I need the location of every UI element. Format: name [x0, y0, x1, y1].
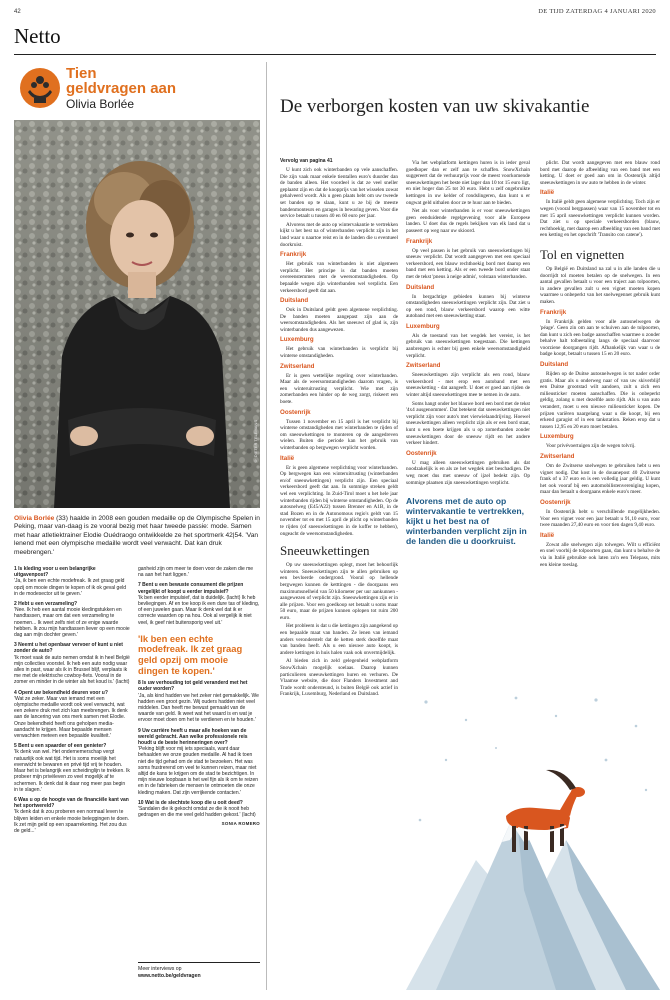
subhead-country: Frankrijk [540, 308, 567, 316]
qa-column-left [14, 562, 130, 834]
subhead-country: Duitsland [406, 283, 435, 291]
qa-item [14, 743, 130, 793]
portrait-photo [14, 120, 260, 508]
kicker-line1: Tien [66, 65, 97, 82]
article-paragraph: Om de Zwitserse snelwegen te gebruiken hebt u een vignet nodig. Dat kost in de douanepost 40 Zwitserse frank of u 37 euro en is een volledig jaar geldig. U kunt het ook vooraf bij een automobilistenvereniging kopen, maar dan betaalt u doorgaans enkele euro's meer. [540, 463, 660, 496]
sidebar-pull-quote: 'Ik ben een echte modefreak. Ik zet graag geld opzij om mooie dingen te kopen.' [138, 632, 243, 676]
article-paragraph: Net als voor winterbanden is er voor sneeuwkettingen geen eenduidende regelgevening voor alle Europese landen. U doet dus de regels bekijken van elk land dat u passeert op weg naar uw skioord. [406, 208, 530, 234]
subhead-country: Duitsland [280, 297, 309, 305]
article-paragraph: Er is geen wettelijke regeling over winterbanden. Maar als de weersomstandigheden daarom vragen, is een winteruitrusting verplicht. Wie met zijn zomerbanden een hinder op de weg zorgt, riskeert een boete. [280, 372, 398, 406]
qa-item [14, 797, 130, 834]
article-paragraph: U mag alleen sneeuwkettingen gebruiken als dat noodzakelijk is en als ze het wegdek niet beschadigen. De weg moet dus met sneeuw of ijzel bedekt zijn. Op sommige plaatsen zijn sneeuwkettingen verplicht. [406, 459, 530, 486]
article-col2-body [406, 160, 530, 486]
continued-note: Vervolg van pagina 41 [280, 158, 333, 164]
answer: 'Wat ze zeker. Maar van iemand met een olympische medaille wordt ook veel verwacht, wat een zekere druk met zich kan meebrengen. Ik denk aan de lancering van ons merk samen met Elodie. Onze bekendheid heeft ons geholpen media-aandacht te krijgen. Maar bepaalde mensen verwachten meteen een bepaalde kwaliteit.' [14, 695, 128, 740]
article-paragraph: U kunt zich ook winterbanden op vele aanschaffen. Die zijn vaak maar enkele tientallen euro's duurder dan de banden alleen. Het voordeel is dat ze veel sneller geplaatst zijn en dat de koopprijs van het wisselen zowat gehalveerd wordt. Als u geen plaats hebt om uw tweede set banden op te slaan, kunt u ze bij de meeste bandenmonteurs en garages in bewaring geven. Voor die service betaalt u tussen 40 en 60 euro per jaar. [280, 167, 398, 220]
subhead-country: Oostenrijk [540, 498, 571, 506]
paper-date: DE TIJD ZATERDAG 4 JANUARI 2020 [538, 8, 656, 15]
subhead-country: Oostenrijk [406, 449, 437, 457]
article-col3b-body [540, 266, 660, 568]
article-paragraph: Sneeuwkettingen zijn verplicht als een rond, blauw verkeersbord - met erop een autoband met een sneeuwketting - dat aangeeft. U doet er goed aan rijden de winter altijd sneeuwkettingen mee te nemen in de auto. [406, 372, 530, 399]
question: 3 Neemt u het openbaar vervoer of kunt u niet zonder de auto? [14, 642, 123, 655]
answer: 'Ja, ik ben een echte modefreak. Ik zet graag geld opzij om mooie dingen te kopen of ik ok geval geld in de modesector uit te geven.' [14, 578, 127, 597]
qa-item [138, 800, 260, 819]
question: 7 Bent u een bewuste consument die prijzen vergelijkt of koopt u eerder impulsief? [138, 582, 244, 595]
qa-item [138, 728, 260, 796]
answer: 'Ik denk dat ik zou proberen een normaal leven te blijven leiden en enkele mooie beleggingen te doen. Ik zet mijn geld op een spaarrekening. Het zou dus de geld...' [14, 809, 130, 834]
question: 1 Is kleding voor u een belangrijke uitgavenpost? [14, 566, 96, 579]
article-paragraph: Op België en Duitsland na zal u in alle landen die u doorrijdt tol moeten betalen op de snelwegen. In een aantal gevallen betaalt u voor een traject aan tolpoorten, in andere gevallen zult u een vignet moeten kopen waarmee u onbeperkt van het snelwegennet gebruik kunt maken. [540, 265, 660, 305]
answer: 'Ik moet vaak de auto nemen omdat ik in heel België mijn collecties voorstel. Ik heb een auto nodig waar alles in past, waar als ik in Brussel blijf, verplaats ik me met de elektrische cowboy-fiets. Vooral in de zomer en minder in de winter als het koud is.' (lacht) [14, 654, 130, 686]
subhead-country: Zwitserland [540, 453, 575, 460]
section-title: Netto [14, 24, 61, 48]
question: 2 Hebt u een verzameling? [14, 601, 78, 608]
article-paragraph: Op veel passen is het gebruik van sneeuwkettingen bij sneeuw verplicht. Dat wordt aangegeven met een speciaal verkeersbord, een blauw rechthoekig bord met daarop een band met een ketting. Als er een tweede bord onder staat met de tekst 'pneus à neige admis', volstaan winterbanden. [406, 247, 530, 280]
article-paragraph: Het gebruik van winterbanden is niet algemeen verplicht. Het principe is dat banden moeten overeenstemmen met de weersomstandigheden. Op bepaalde wegen zijn winterbanden wel verplicht. Een verkeersbord geeft dat aan. [280, 261, 398, 294]
article-paragraph: Alvorens met de auto op wintervakantie te vertrekken kijkt u het best na of winterbanden verplicht zijn in het land waar u naartoe reist en in de landen die u eventueel doorkruist. [280, 221, 398, 248]
masthead-rule [14, 54, 656, 55]
kicker-line2: geldvragen aan [66, 80, 177, 97]
article-title: De verborgen kosten van uw skivakantie [280, 96, 590, 117]
article-paragraph: Op uw sneeuwkettingen oplegt, moet het behoorlijk winteren. Sneeuwkettingen zijn te allen gebruiken op een bevloerde ondergrond. Vooral op hellende bergwegen kunnen de ketttingen - die doorgaans een maximumsnelheid van 50 kilometer per uur aankunnen - aangewezen of verplicht zijn. Sneeuwkettingen zijn er in alle prijzen. Voor een goedkoop set betaalt u soms maar 50 euro, maar de prijzen kunnen oplopen tot ruim 200 euro. [280, 562, 398, 621]
qa-item [14, 690, 130, 740]
intro-name: Olivia Borlée [14, 515, 55, 522]
footer-rule [138, 962, 260, 963]
answer: 'Nee. Ik heb een aantal mooie kledingstukken en handtassen, maar om dat een verzameling te noemen... Ik weet zelfs niet of ze enige waarde hebben. Ik zou mijn handtassen liever op een mooie dag aan mijn dochter geven.' [14, 607, 130, 639]
article-paragraph: Soms hangt onder het blauwe bord een bord met de tekst '4x4 ausgenommen'. Dat betekent dat sneeuwkettingen niet verplicht zijn voor auto's met vierwielaandrijving. Hoewel sneeuwkettingen alleen verplicht zijn als er een bord staat, kunt u een boete krijgen als u op zomerbanden zonder sneeuwkettingen door de sneeuw rijdt en het andere verkeer hindert. [406, 400, 530, 447]
sidebar [14, 62, 260, 990]
article-paragraph: Als de toestand van het wegdek het vereist, is het gebruik van sneeuwkettingen toegestaan. Die kettingen aanbrengen is echter bij geen enkele weersomstandigheid verplicht. [406, 332, 530, 359]
question: 8 Is uw verhouding tot geld veranderd met het ouder worden? [138, 680, 248, 693]
article-col1-body [280, 167, 398, 537]
article-paragraph: Via het webplatform kettingen huren is in ieder geval goedkoper dan er zelf aan te schaffen. SnowXchain suggereert dat de verhuurprijs voor de meest voorkomende sneeuwkettingen het beste niet lager dan 10 tot 15 euro ligt, en niet hoger dan 25 tot 30 euro. Hebt u zelf ongebruikte kettingen in uw kelder of rondslingeren, dan kunt u er ongwat geld uithalen door ze te huur aan te bieden. [406, 160, 530, 206]
subhead-country: Duitsland [540, 361, 569, 369]
subhead-country: Luxemburg [540, 433, 574, 441]
article-paragraph: In Italië geldt geen algemene verplichting. Toch zijn er wegen (vooral bergpassen) waar van 15 november tot en met 15 april sneeuwkettingen verplicht kunnen worden. Dat ziet u op speciale verkeersborden (blauw, rechthoekig, met daarop een afbeelding van een band met een ketting en het opschrift 'Transito con catene'). [540, 199, 660, 239]
article-paragraph: Rijden op de Duitse autosnelwegen is tot nader order gratis. Maar als u onderweg naar of van uw skiverblijf een Duitse grootstad wilt aandoen, zult u zich een milieusticker moeten aanschaffen. Die is onbeperkt geldig, zolang u met dezelfde auto rijdt. Als u van auto verandert, moet u een nieuwe milieusticker kopen. De prijzen variëren naargelang waar u die koopt, bij een erkend garagist of in een tankstation. Reken erop dat u tussen 12,95 en 20 euro moet betalen. [540, 371, 660, 430]
subhead-country: Italië [540, 189, 555, 197]
question: 9 Uw carrière heeft u maar alle hoeken van de wereld gebracht. Aan welke professionele reis houdt u de beste herinneringen over? [138, 727, 248, 747]
subhead-country: Italië [280, 454, 295, 462]
answer-continued: ganheid zijn om meer te doen voor de zaken die me na aan het hart liggen.' [138, 566, 254, 579]
footer-line1: Meer interviews op [138, 966, 182, 972]
article-paragraph: Tussen 1 november en 15 april is het verplicht bij winterse omstandigheden met winterbanden te rijden of om sneeuwkettingen te monteren op de aangedreven wielen. Buiten die periode kan het gebruik van winterbanden op bergwegen verplicht worden. [280, 418, 398, 451]
article-paragraph: In Oostenrijk hebt u verschillende mogelijkheden. Voor een vignet voor een jaar betaalt u 91,10 euro, voor twee maanden 27,40 euro en voor tien dagen 9,40 euro. [540, 508, 660, 529]
answer: 'Peking blijft voor mij iets speciaals, want daar behaalden we onze gouden medaille. Al had ik toen niet die tijd gehad om de stad te bezoeken. Het was soms frustrerend om veel te kunnen reizen, maar niet altijd de kans te krijgen om de stad te bezichtigen. In mijn nieuwe loopbaan is het wel fijn als ik om te reizen en in de fabrieken de mensen te ontmoeten die onze kleding maken. Dat zijn verrijkende contacten.' [138, 746, 259, 796]
subhead-country: Zwitserland [280, 362, 315, 370]
photo-credit: © DIETER TELEMANS [253, 420, 258, 464]
byline: SONIA ROMERO [221, 821, 260, 827]
subhead-country: Italië [540, 531, 555, 539]
article-paragraph: Ook in Duitsland geldt geen algemene verplichting. De banden moeten aangepast zijn aan de weersomstandigheden. Als het sneeuwt of glad is, zijn winterbanden dus aangewezen. [280, 307, 398, 333]
ibex-mountain-illustration [406, 690, 660, 990]
subhead-country: Frankrijk [406, 237, 433, 245]
article-column-3 [540, 158, 660, 568]
answer: 'Ja, als kind hadden we het zeker niet gemakkelijk. We hadden een groot gezin. Wij ouders hadden niet veel middelen. Dan heeft me bewust gemaakt van de waarde van geld. Ik weet wat het waard is en wat je ervoor moet doen om het te verdienen en te houden.' [138, 692, 259, 724]
subhead-country: Zwitserland [406, 362, 441, 370]
qa-item [14, 642, 130, 685]
page-number: 42 [14, 9, 21, 15]
question: 6 Was u op de hoogte van de financiële kant van het sportwereld? [14, 796, 129, 810]
subhead-country: Luxemburg [280, 336, 314, 344]
intro-text: (33) haalde in 2008 een gouden medaille op de Olympische Spelen in Peking, maar van-daag is ze vooral bezig met haar tweede passie: mode. Samen met haar atletiektrainer Elodie Ouédraogo ontwikkelde ze het sportmerk 42|54. 'Van lenend met een olympische medaille wordt veel verwacht. Dat kan druk meebrengen.' [14, 515, 260, 556]
article-column-2 [406, 158, 530, 546]
subhead-tol-en-vignetten: Tol en vignetten [540, 246, 625, 262]
footer-link[interactable]: www.netto.be/geldvragen [138, 973, 201, 979]
answer: 'Sandalen die ik gekocht omdat ze die ik nooit heb gedragen en die me veel geld hadden gekost.' (lacht) [138, 806, 256, 819]
qa-item [14, 566, 130, 597]
article-column-1 [280, 158, 398, 698]
qa-item [138, 680, 260, 723]
article-paragraph: Zowat alle snelwegen zijn tolwegen. Wilt u efficiënt en snel voorbij de tolpoorten gaan, dan kunt u behalve de via in Italië gebruikte ook laten zo'n een Telepass, mits een kleine toeslag. [540, 541, 660, 568]
question: 4 Opent uw bekendheid deuren voor u? [14, 689, 108, 696]
qa-item [14, 601, 130, 638]
article-col3-body [540, 160, 660, 239]
qa-item [138, 582, 260, 625]
article-paragraph: In Frankrijk gelden voor alle autosnelwegen de 'péage'. Geen zin om aan te schuiven aan de tolpoorten, dan kunt u zich een badge aanschaffen waarmee u zonder behalve halt tolbeetaling langs de speciaal daarvoor voorziene doorgangen rijdt. Afhankelijk van waar u de badge koopt, betaalt u tussen 15 en 20 euro. [540, 318, 660, 358]
article-pull-quote: Alvorens met de auto op wintervakantie te vertrekken, kijkt u het best na of winterbanden verplicht zijn in de landen die u doorkruist. [406, 496, 527, 547]
column-divider [266, 62, 267, 990]
qa-column-right [138, 562, 260, 826]
subhead-sneeuwkettingen: Sneeuwkettingen [280, 543, 370, 559]
article-paragraph: Voor privévoertuigen zijn de wegen tolvrij. [546, 443, 636, 450]
interviewee-name: Olivia Borlée [66, 97, 135, 111]
article-paragraph: In bergachtige gebieden kunnen bij winterse omstandigheden sneeuwkettingen verplicht zijn. Dat ziet u op een rond, blauw verkeersbord waarop een witte autoband met een sneeuwketting staat. [406, 293, 530, 320]
article-paragraph: Er is geen algemene verplichting voor winterbanden. Op bergwegen kan een winteruitrusting (winterbanden en/of sneeuwkettingen) verplicht zijn. Een speciaal verkeersbord geeft dat aan. In sommige streken geldt wel een verplichting. In Zuid-Tirol moet u het hele jaar winterbanden rijden bij winterse omstandigheden. Op de autosnelweg (E45/A22) tussen Brenner en A1B, in de stad Bozen en in de Autonomous regio's geldt van 15 november tot en met 15 april de plicht op winterbanden te rijden (of sneeuwkettingen in de koffer te hebben), ongeacht de weersomstandigheden. [280, 464, 398, 537]
article-paragraph: Het probleem is dat u die kettingen zijn aangekend op een bepaalde maat van banden. Ze lenen van iemand anders veronderstelt dat de ketten sterk dezelfde maat van banden heeft. Als u een nieuwe auto koopt, is andere kettingen in huis halen vaak ook onvermijdelijk. [280, 623, 398, 656]
article-col1b-body [280, 562, 398, 698]
intro-paragraph [14, 515, 260, 557]
answer: 'Ik ben eerder impulsief, dat is duidelijk. (lacht) Ik heb bevliegingen. Af en toe koop ik een dure tas of kleding, of een juwelen gaan. Maar ik denk wel dat ik er correcte waarden op na hou. Ook al vergelijk ik niet veel, ik geef niet buitensporig veel uit.' [138, 594, 260, 626]
question: 10 Wat is de slechtste koop die u ooit deed? [138, 799, 243, 806]
article-paragraph: Al bieden zich in zeld gelegenheid webplatform SnowXchain mogelijk soelaas. Daarop kunnen particulieren sneeuwkettingen huren en verhuren. De Vlaamse website, die door Flanders Investment and Trade wordt ondersteund, is buiten België ook actief in Frankrijk, Luxemburg, Nederland en Duitsland. [280, 658, 398, 698]
answer: 'Ik denk van wel. Het ondernemerschap vergt natuurlijk ook wat tijd. Het is soms moeilijk het evenwicht te bewaren en privé tijd vrij te houden. Maar het is belangrijk een scheidinglijn te trekken. Ik probeer mijn privéleven zo veel mogelijk af te schermen. Ik denk dat ik daar nog meer pas begin in te slagen.' [14, 749, 130, 793]
hands-coins-icon [20, 68, 60, 108]
question: 5 Bent u een spaarder of een genieter? [14, 743, 107, 750]
article-paragraph: plicht. Dat wordt aangegeven met een blauw rond bord met daarop de afbeelding van een band met een ketting. U doet er goed aan om in Oostenrijk altijd sneeuwkettingen in uw auto te hebben in de winter. [540, 160, 660, 186]
subhead-country: Oostenrijk [280, 408, 311, 416]
subhead-country: Frankrijk [280, 251, 307, 259]
subhead-country: Luxemburg [406, 322, 440, 330]
article-paragraph: Het gebruik van winterbanden is verplicht bij winterse omstandigheden. [280, 346, 398, 360]
